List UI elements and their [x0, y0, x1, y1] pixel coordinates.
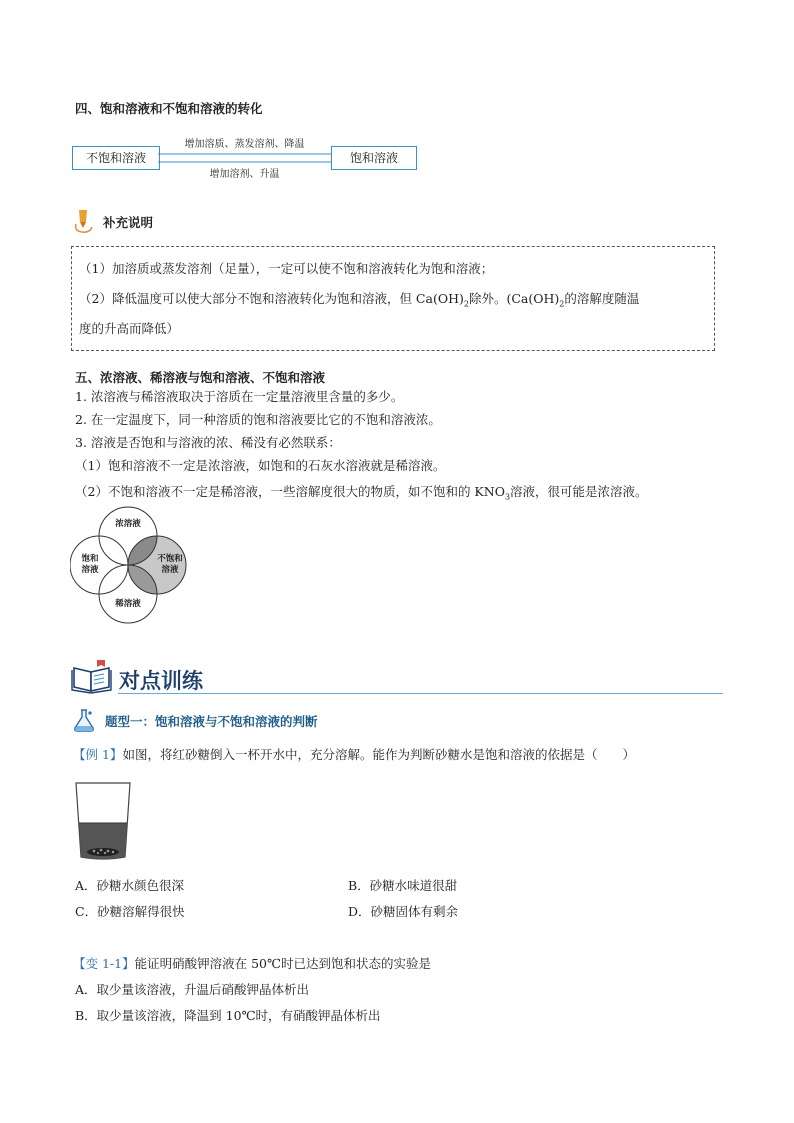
section5-item-2: 2. 在一定温度下，同一种溶质的饱和溶液要比它的不饱和溶液浓。 [75, 412, 441, 427]
note-line-3: 度的升高而降低） [79, 321, 180, 336]
unsaturated-box: 不饱和溶液 [72, 146, 160, 170]
book-icon [71, 658, 115, 694]
variant1-question: 【变 1-1】能证明硝酸钾溶液在 50℃时已达到饱和状态的实验是 [73, 956, 431, 971]
example1-option-c[interactable]: C．砂糖溶解得很快 [75, 904, 185, 919]
saturated-box: 饱和溶液 [331, 146, 417, 170]
example1-option-a[interactable]: A．砂糖水颜色很深 [75, 878, 185, 893]
venn-bottom-label: 稀溶液 [115, 599, 141, 609]
question-type-title: 题型一：饱和溶液与不饱和溶液的判断 [105, 714, 318, 729]
pen-note-icon [73, 208, 95, 234]
section4-title: 四、饱和溶液和不饱和溶液的转化 [75, 101, 263, 116]
banner-title: 对点训练 [119, 669, 203, 693]
venn-left-label: 饱和 溶液 [81, 554, 99, 575]
variant1-option-b[interactable]: B．取少量该溶液，降温到 10℃时，有硝酸钾晶体析出 [75, 1008, 381, 1023]
reverse-arrow-label: 增加溶剂、升温 [209, 169, 280, 180]
section5-sub-2: （2）不饱和溶液不一定是稀溶液，一些溶解度很大的物质，如不饱和的 $KNO_3$溶液，很可能是浓溶液。 [75, 484, 648, 502]
section5-title: 五、浓溶液、稀溶液与饱和溶液、不饱和溶液 [75, 370, 326, 385]
note-label: 补充说明 [103, 215, 154, 230]
example1-tag: 【例 1】 [73, 747, 123, 762]
venn-top-label: 浓溶液 [115, 519, 141, 529]
note-line-2: （2）降低温度可以使大部分不饱和溶液转化为饱和溶液，但 $Ca(OH)_2$除外。($Ca(OH)_2$的溶解度随温 [79, 291, 640, 309]
section5-item-3: 3. 溶液是否饱和与溶液的浓、稀没有必然联系： [75, 435, 341, 450]
section5-item-1: 1. 浓溶液与稀溶液取决于溶质在一定量溶液里含量的多少。 [75, 389, 404, 404]
section5-sub-1: （1）饱和溶液不一定是浓溶液，如饱和的石灰水溶液就是稀溶液。 [75, 458, 446, 473]
example1-question: 【例 1】如图，将红砂糖倒入一杯开水中，充分溶解。能作为判断砂糖水是饱和溶液的依据是（ ） [73, 747, 635, 762]
venn-right-label: 不饱和 溶液 [157, 554, 183, 575]
forward-arrow-label: 增加溶质、蒸发溶剂、降温 [184, 139, 305, 150]
sugar-water-cup-image [74, 781, 132, 861]
variant1-option-a[interactable]: A．取少量该溶液，升温后硝酸钾晶体析出 [75, 982, 310, 997]
banner-underline [118, 693, 723, 694]
note-line-1: （1）加溶质或蒸发溶剂（足量），一定可以使不饱和溶液转化为饱和溶液； [79, 261, 494, 276]
flask-icon [71, 707, 97, 733]
example1-option-b[interactable]: B．砂糖水味道很甜 [348, 878, 458, 893]
example1-option-d[interactable]: D．砂糖固体有剩余 [348, 904, 459, 919]
variant1-tag: 【变 1-1】 [73, 956, 135, 971]
